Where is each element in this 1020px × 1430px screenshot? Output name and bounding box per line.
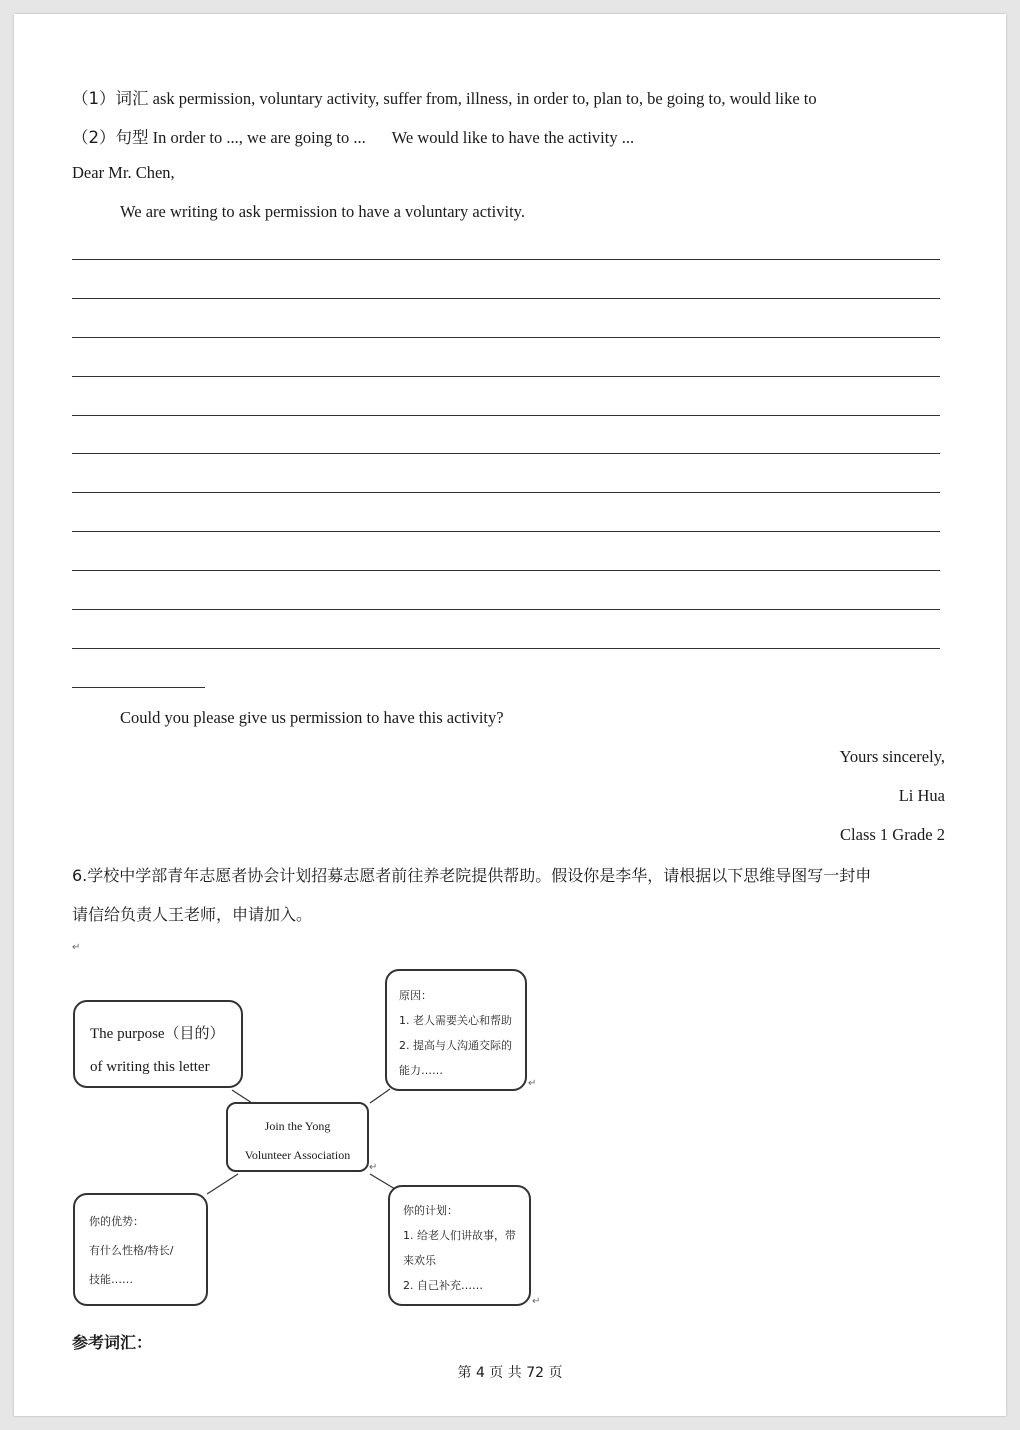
page-footer bbox=[14, 1362, 1006, 1382]
vocab-text: ask permission, voluntary activity, suffer from, illness, in order to, plan to, be going to, would like to bbox=[152, 89, 817, 108]
purpose-line2: of writing this letter bbox=[90, 1059, 210, 1075]
page-number: 第 4 页 共 72 页 bbox=[457, 1365, 563, 1381]
advantages-title: 你的优势： bbox=[89, 1215, 144, 1228]
purpose-line1: The purpose（目的） bbox=[90, 1026, 225, 1042]
document-page bbox=[14, 14, 1006, 1416]
reasons-item-3: 能力…… bbox=[399, 1064, 443, 1077]
plan-item-2: 来欢乐 bbox=[403, 1254, 436, 1267]
paragraph-mark: ↵ bbox=[72, 942, 81, 953]
connector-advantages bbox=[207, 1174, 238, 1194]
vocab-label: （1）词汇 bbox=[72, 89, 149, 108]
pattern-text-2: We would like to have the activity ... bbox=[391, 128, 635, 147]
mindmap-purpose-box bbox=[73, 1000, 243, 1088]
letter-sign-off: Yours sincerely, bbox=[839, 747, 945, 766]
connector-reasons bbox=[370, 1089, 390, 1103]
letter-opening: We are writing to ask permission to have a voluntary activity. bbox=[120, 202, 525, 221]
pattern-label: （2）句型 bbox=[72, 128, 149, 147]
mindmap-center-box bbox=[226, 1102, 369, 1172]
reasons-item-2: 2. 提高与人沟通交际的 bbox=[399, 1039, 512, 1052]
reasons-title: 原因： bbox=[399, 989, 432, 1002]
mindmap-plan-box bbox=[388, 1185, 531, 1306]
paragraph-mark: ↵ bbox=[528, 1078, 537, 1089]
letter-closing-question: Could you please give us permission to have this activity? bbox=[120, 708, 504, 727]
mindmap-advantages-box bbox=[73, 1193, 208, 1306]
paragraph-mark: ↵ bbox=[532, 1296, 541, 1307]
letter-greeting: Dear Mr. Chen, bbox=[72, 163, 175, 182]
letter-class: Class 1 Grade 2 bbox=[840, 825, 945, 844]
reasons-item-1: 1. 老人需要关心和帮助 bbox=[399, 1014, 512, 1027]
mindmap-reasons-box bbox=[385, 969, 527, 1091]
center-line2: Volunteer Association bbox=[244, 1148, 351, 1162]
paragraph-mark: ↵ bbox=[369, 1162, 378, 1173]
plan-title: 你的计划： bbox=[403, 1204, 458, 1217]
advantages-item-1: 有什么性格/特长/ bbox=[89, 1244, 174, 1257]
question6-line1: 6.学校中学部青年志愿者协会计划招募志愿者前往养老院提供帮助。假设你是李华，请根据以下思维导图写一封申 bbox=[72, 866, 872, 885]
center-line1: Join the Yong bbox=[264, 1119, 331, 1133]
advantages-item-2: 技能…… bbox=[89, 1273, 133, 1286]
plan-item-3: 2. 自己补充…… bbox=[403, 1279, 483, 1292]
reference-vocab-label: 参考词汇： bbox=[72, 1333, 153, 1352]
pattern-text-1: In order to ..., we are going to ... bbox=[152, 128, 366, 147]
plan-item-1: 1. 给老人们讲故事，带 bbox=[403, 1229, 516, 1242]
letter-name: Li Hua bbox=[898, 786, 945, 805]
question6-line2: 请信给负责人王老师，申请加入。 bbox=[72, 905, 313, 924]
